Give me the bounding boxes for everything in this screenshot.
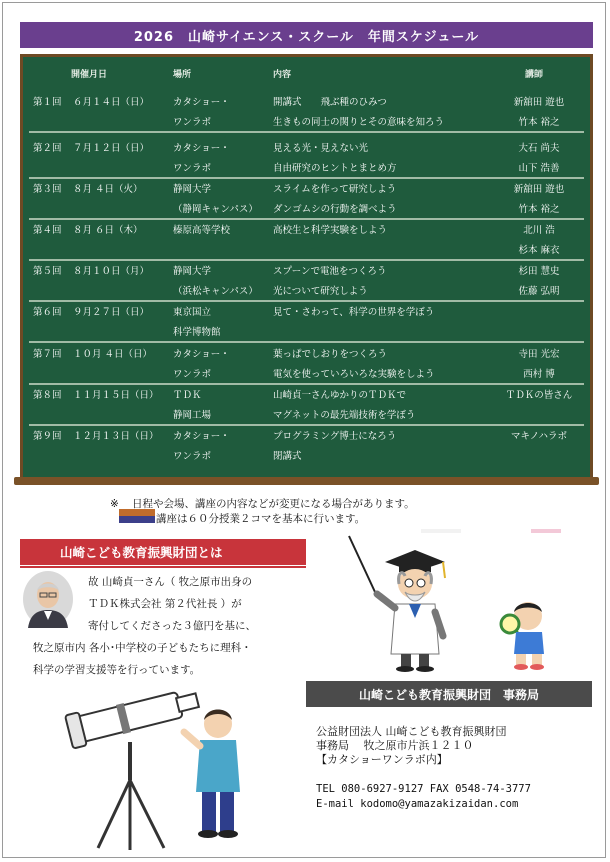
session-venue-line-1: カタショー・ — [173, 97, 230, 108]
chalk-pink-icon — [531, 529, 561, 533]
schedule-row — [29, 93, 584, 133]
session-number: 第１回 — [33, 97, 62, 108]
office-heading-text: 山崎こども教育振興財団 事務局 — [358, 687, 539, 702]
session-date: ８月１０日（月） — [73, 266, 150, 277]
session-topic-line-2: 閉講式 — [273, 451, 302, 462]
session-venue-line-2: （静岡キャンパス） — [173, 204, 258, 215]
schedule-row — [29, 303, 584, 343]
office-heading — [306, 681, 592, 707]
column-header-date: 開催月日 — [71, 70, 108, 80]
row-divider — [29, 424, 584, 426]
session-lecturer-2: 竹本 裕之 — [518, 117, 560, 128]
session-venue-line-1: 榛原高等学校 — [173, 225, 231, 236]
session-topic-line-1: 葉っぱでしおりをつくろう — [273, 349, 388, 360]
session-topic-line-1: 見て・さわって、科学の世界を学ぼう — [273, 307, 435, 318]
about-line-4: 牧之原市内 各小･中学校の子どもたちに理科・ — [33, 642, 252, 654]
row-divider — [29, 259, 584, 261]
session-venue-line-1: 静岡大学 — [173, 266, 212, 277]
session-number: 第５回 — [33, 266, 62, 277]
session-number: 第８回 — [33, 390, 62, 401]
session-date: ８月 ６日（木） — [73, 225, 143, 236]
telescope-child-illustration-icon — [60, 680, 260, 855]
schedule-row — [29, 139, 584, 179]
session-lecturer-2: 杉本 麻衣 — [518, 245, 560, 256]
session-venue-line-2: （浜松キャンパス） — [173, 286, 258, 297]
column-header-venue: 場所 — [173, 70, 192, 80]
session-venue-line-2: ワンラボ — [173, 369, 212, 380]
session-number: 第２回 — [33, 143, 62, 154]
session-venue-line-1: ＴＤＫ — [173, 390, 202, 401]
professor-illustration-icon — [345, 532, 455, 672]
session-date: ６月１４日（日） — [73, 97, 150, 108]
session-venue-line-1: 東京国立 — [173, 307, 212, 318]
notes — [110, 497, 415, 527]
session-topic-line-2: 電気を使っていろいろな実験をしよう — [273, 369, 435, 380]
about-line-3: 寄付してくださった３億円を基に、 — [88, 620, 256, 632]
schedule-row — [29, 221, 584, 261]
session-date: ８月 ４日（火） — [73, 184, 143, 195]
about-heading-text: 山崎こども教育振興財団とは — [60, 545, 223, 560]
session-date: ９月２７日（日） — [73, 307, 150, 318]
row-divider — [29, 218, 584, 220]
session-topic-line-1: 高校生と科学実験をしよう — [273, 225, 388, 236]
session-venue-line-1: カタショー・ — [173, 143, 230, 154]
session-venue-line-1: カタショー・ — [173, 349, 230, 360]
session-topic-line-2: 光について研究しよう — [273, 286, 368, 297]
row-divider — [29, 300, 584, 302]
session-topic-line-1: プログラミング博士になろう — [273, 431, 397, 442]
row-divider — [29, 341, 584, 343]
chalkboard-tray — [14, 477, 599, 485]
session-topic-line-1: 山崎貞一さんゆかりのＴＤＫで — [273, 390, 407, 401]
founder-portrait-icon — [22, 570, 74, 628]
session-date: １２月１３日（日） — [73, 431, 159, 442]
about-line-2: ＴＤＫ株式会社 第２代社長 ）が — [88, 598, 242, 610]
session-topic-line-2: 生きもの同士の関りとその意味を知ろう — [273, 117, 445, 128]
session-lecturer-1: 杉田 慧史 — [518, 266, 560, 277]
session-venue-line-2: ワンラボ — [173, 117, 212, 128]
child-magnifier-icon — [496, 598, 556, 670]
session-venue-line-2: 静岡工場 — [173, 410, 212, 421]
note-line-1: 日程や会場、講座の内容などが変更になる場合があります。 — [132, 498, 415, 510]
row-divider — [29, 383, 584, 385]
session-topic-line-1: 開講式 飛ぶ種のひみつ — [273, 97, 387, 108]
note-line-2: 講座は６０分授業２コマを基本に行います。 — [156, 513, 366, 525]
session-topic-line-1: 見える光・見えない光 — [273, 143, 369, 154]
about-heading — [20, 539, 306, 565]
page-title: 2026 山崎サイエンス・スクール 年間スケジュール — [20, 22, 593, 48]
session-number: 第４回 — [33, 225, 62, 236]
session-topic-line-1: スプーンで電池をつくろう — [273, 266, 387, 277]
session-lecturer-1: 北川 浩 — [523, 225, 555, 236]
about-heading-underline — [20, 566, 306, 568]
session-lecturer-1: マキノハラボ — [510, 431, 568, 442]
session-lecturer-2: 山下 浩善 — [518, 163, 560, 174]
office-tel-fax: TEL 080-6927-9127 FAX 0548-74-3777 — [316, 783, 531, 795]
session-lecturer-1: 新舘田 遊也 — [513, 184, 565, 195]
column-header-lecturer: 講師 — [525, 70, 544, 80]
session-lecturer-1: 寺田 光宏 — [518, 349, 560, 360]
chalkboard-schedule — [20, 54, 593, 480]
schedule-row — [29, 180, 584, 220]
session-lecturer-1: 大石 尚夫 — [518, 143, 560, 154]
row-divider — [29, 131, 584, 133]
office-line-3: 【カタショーワンラボ内】 — [316, 753, 448, 766]
session-lecturer-2: 佐藤 弘明 — [518, 286, 560, 297]
schedule-row — [29, 345, 584, 385]
session-number: 第６回 — [33, 307, 62, 318]
session-number: 第９回 — [33, 431, 62, 442]
office-line-2: 事務局 牧之原市片浜１２１０ — [316, 739, 474, 752]
column-header-topic: 内容 — [273, 70, 292, 80]
schedule-row — [29, 262, 584, 302]
session-lecturer-2: 竹本 裕之 — [518, 204, 560, 215]
session-topic-line-1: スライムを作って研究しよう — [273, 184, 397, 195]
session-topic-line-2: ダンゴムシの行動を調べよう — [273, 204, 397, 215]
session-topic-line-2: 自由研究のヒントとまとめ方 — [273, 163, 397, 174]
session-topic-line-2: マグネットの最先端技術を学ぼう — [273, 410, 416, 421]
about-line-1: 故 山崎貞一さん（ 牧之原市出身の — [88, 576, 253, 588]
office-line-1: 公益財団法人 山崎こども教育振興財団 — [316, 725, 507, 738]
session-lecturer-1: ＴＤＫの皆さん — [505, 390, 573, 401]
session-number: 第３回 — [33, 184, 62, 195]
row-divider — [29, 177, 584, 179]
session-venue-line-2: ワンラボ — [173, 451, 212, 462]
session-venue-line-2: 科学博物館 — [173, 327, 221, 338]
session-number: 第７回 — [33, 349, 62, 360]
session-date: １１月１５日（日） — [73, 390, 159, 401]
schedule-row — [29, 386, 584, 426]
session-date: １０月 ４日（日） — [73, 349, 153, 360]
about-line-5: 科学の学習支援等を行っています。 — [33, 664, 201, 676]
session-lecturer-2: 西村 博 — [523, 369, 555, 380]
session-lecturer-1: 新舘田 遊也 — [513, 97, 565, 108]
session-venue-line-2: ワンラボ — [173, 163, 212, 174]
office-email: E-mail kodomo@yamazakizaidan.com — [316, 798, 519, 810]
schedule-row — [29, 427, 584, 467]
session-venue-line-1: 静岡大学 — [173, 184, 212, 195]
session-date: ７月１２日（日） — [73, 143, 150, 154]
note-mark: ※ — [110, 498, 119, 510]
session-venue-line-1: カタショー・ — [173, 431, 230, 442]
